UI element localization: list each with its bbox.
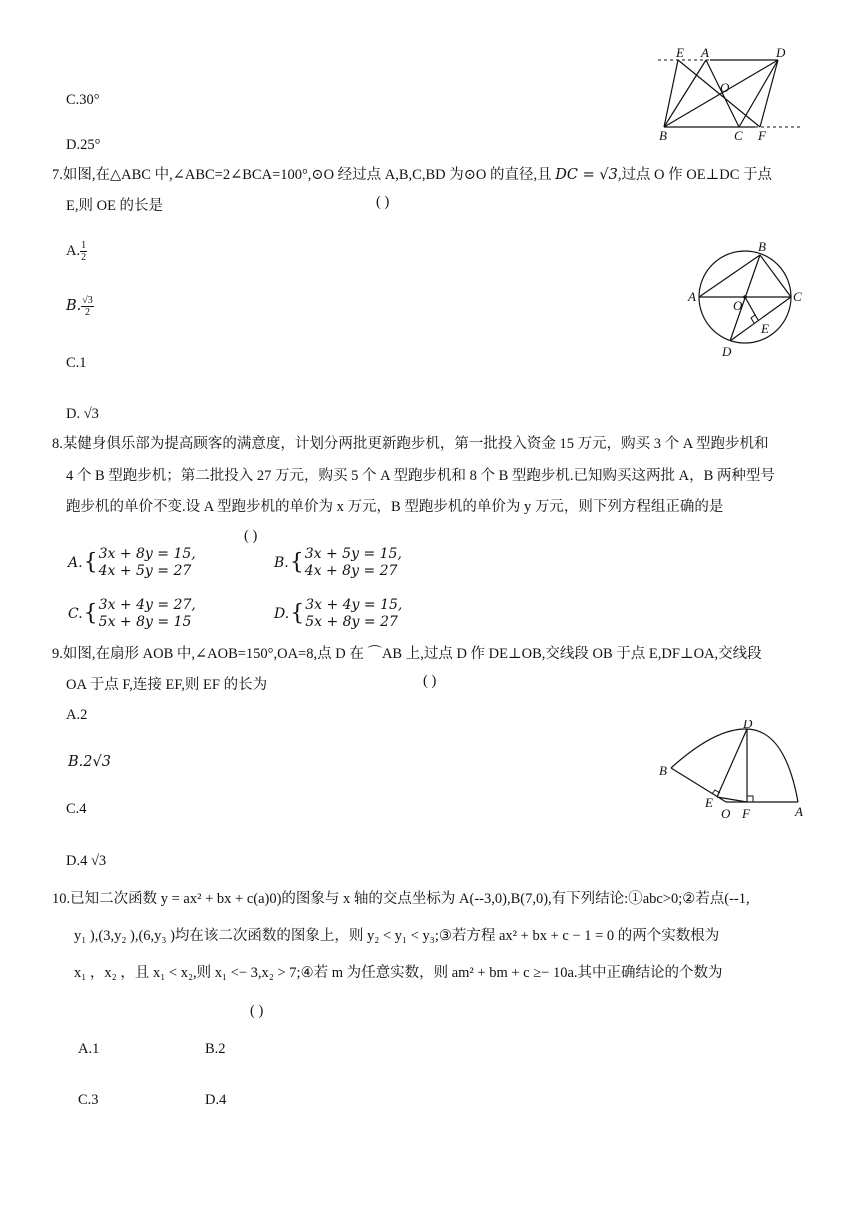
q9-label-f: F bbox=[742, 806, 750, 820]
q9-option-d: D.4 √3 bbox=[66, 853, 107, 869]
q7-label-c: C bbox=[793, 289, 802, 304]
q7-stem-line1: 7.如图,在△ABC 中,∠ABC=2∠BCA=100°,⊙O 经过点 A,B,C,BD 为⊙O 的直径,且 DC = √3,过点 O 作 OE⊥DC 于点 bbox=[52, 167, 773, 183]
q10-option-d: D.4 bbox=[205, 1092, 227, 1108]
q9-figure-sector bbox=[655, 720, 815, 820]
q8-stem-line1: 8.某健身俱乐部为提高顾客的满意度，计划分两批更新跑步机，第一批投入资金 15 万元，购买 3 个 A 型跑步机和 bbox=[52, 436, 769, 452]
q7-answer-paren: ( ) bbox=[376, 194, 390, 210]
q7-stem-line2: E,则 OE 的长是 bbox=[66, 198, 164, 214]
q6-label-d: D bbox=[776, 45, 786, 60]
q6-option-d: D.25° bbox=[66, 137, 101, 153]
q8-stem-line2: 4 个 B 型跑步机；第二批投入 27 万元，购买 5 个 A 型跑步机和 8 个 B 型跑步机.已知购买这两批 A，B 两种型号 bbox=[66, 468, 775, 484]
q9-stem-line2: OA 于点 F,连接 EF,则 EF 的长为 bbox=[66, 677, 268, 693]
q9-answer-paren: ( ) bbox=[423, 673, 437, 689]
q7-option-b: B. $\frac{√3}{2}$ bbox=[66, 295, 93, 318]
q9-label-a: A bbox=[795, 804, 803, 819]
q8-stem-line3: 跑步机的单价不变.设 A 型跑步机的单价为 x 万元，B 型跑步机的单价为 y 万元，则下列方程组正确的是 bbox=[66, 499, 724, 515]
q8-option-b: B. { 3x + 5y = 15, 4x + 8y = 27 bbox=[274, 546, 402, 579]
q7-label-o: O bbox=[733, 298, 743, 313]
q6-label-c: C bbox=[734, 128, 743, 143]
q7-option-a: A. $\frac{1}{2}$ bbox=[66, 240, 87, 263]
q8-option-d: D. { 3x + 4y = 15, 5x + 8y = 27 bbox=[274, 597, 403, 630]
q8-answer-paren: ( ) bbox=[244, 528, 258, 544]
q10-option-b: B.2 bbox=[205, 1041, 226, 1057]
q10-answer-paren: ( ) bbox=[250, 1003, 264, 1019]
q7-label-b: B bbox=[758, 240, 766, 254]
q9-stem-line1: 9.如图,在扇形 AOB 中,∠AOB=150°,OA=8,点 D 在 ⌒AB 上,过点 D 作 DE⊥OB,交线段 OB 于点 E,DF⊥OA,交线段 bbox=[52, 646, 762, 662]
q6-label-b: B bbox=[659, 128, 667, 143]
q9-label-e: E bbox=[705, 795, 713, 810]
q6-figure-parallelogram bbox=[650, 45, 810, 145]
q9-label-d: D bbox=[743, 720, 753, 731]
q7-label-e: E bbox=[761, 321, 769, 336]
q9-label-b: B bbox=[659, 763, 667, 778]
q10-stem-line2: y₁ ),(3,y₂ ),(6,y₃ )均在该二次函数的图象上，则 y₂ < y₁ < y₃;③若方程 ax² + bx + c − 1 = 0 的两个实数根为 bbox=[74, 928, 720, 944]
q7-option-c: C.1 bbox=[66, 355, 87, 371]
q10-option-a: A.1 bbox=[78, 1041, 100, 1057]
q8-option-c: C. { 3x + 4y = 27, 5x + 8y = 15 bbox=[68, 597, 196, 630]
q6-label-a: A bbox=[701, 45, 709, 60]
q6-label-f: F bbox=[758, 128, 766, 143]
q7-label-a: A bbox=[688, 289, 696, 304]
q9-label-o: O bbox=[721, 806, 731, 820]
q10-stem-line3: x₁ ，x₂ ，且 x₁ < x₂,则 x₁ <− 3,x₂ > 7;④若 m 为任意实数，则 am² + bm + c ≥− 10a.其中正确结论的个数为 bbox=[74, 965, 723, 981]
q7-figure-circle bbox=[683, 240, 813, 370]
q9-option-c: C.4 bbox=[66, 801, 87, 817]
q9-option-b: B.2√3 bbox=[68, 754, 111, 770]
q6-option-c: C.30° bbox=[66, 92, 100, 108]
q10-option-c: C.3 bbox=[78, 1092, 99, 1108]
q7-label-d: D bbox=[722, 344, 732, 359]
q9-option-a: A.2 bbox=[66, 707, 88, 723]
q10-stem-line1: 10.已知二次函数 y = ax² + bx + c(a)0)的图象与 x 轴的交点坐标为 A(--3,0),B(7,0),有下列结论:①abc>0;②若点(--1, bbox=[52, 891, 750, 907]
q6-label-e: E bbox=[676, 45, 684, 60]
q8-option-a: A. { 3x + 8y = 15, 4x + 5y = 27 bbox=[68, 546, 196, 579]
q7-option-d: D. √3 bbox=[66, 406, 99, 422]
q6-label-o: O bbox=[720, 80, 730, 95]
